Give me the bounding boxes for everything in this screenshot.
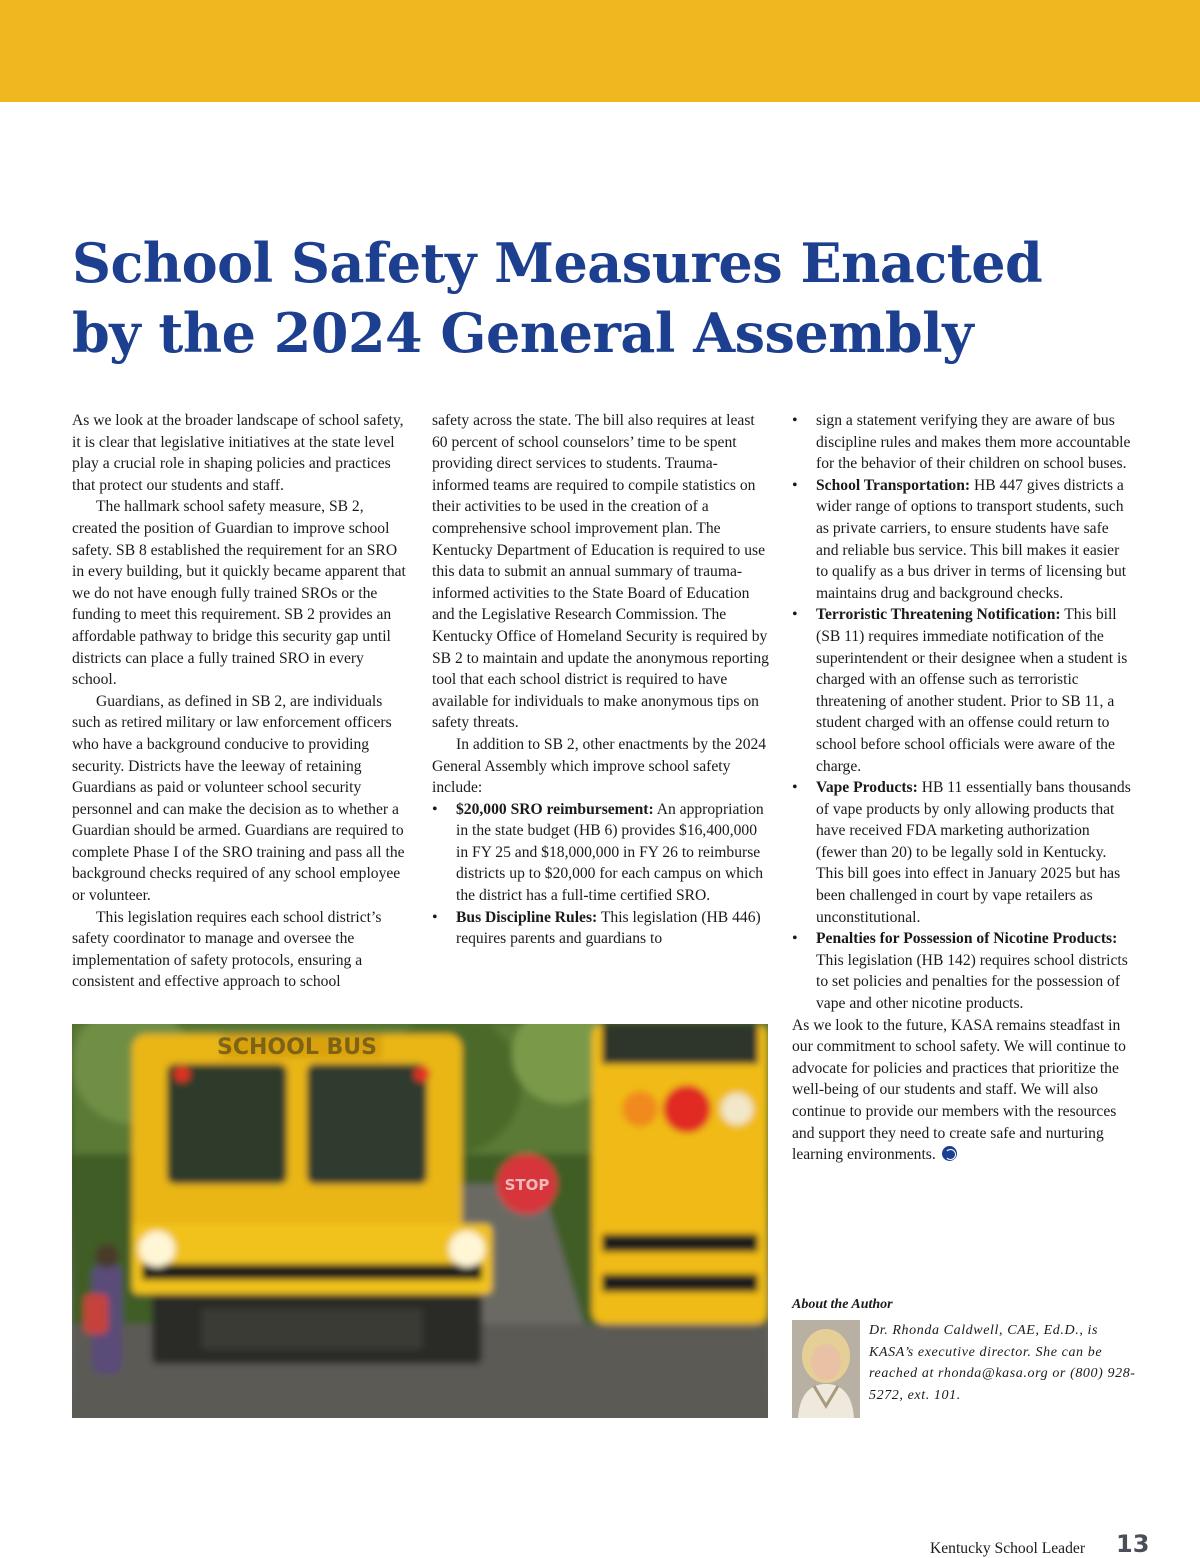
- list-item-text: This bill (SB 11) requires immediate notification of the superintendent or their designee when a student is charged with an offense such as terroristic threatening of another student. Prior to SB 11, a student charged with an offense could return to school before school officials were aware of the charge.: [816, 606, 1128, 775]
- school-bus-illustration: [72, 1024, 768, 1418]
- column-2: [432, 410, 770, 950]
- paragraph: In addition to SB 2, other enactments by the 2024 General Assembly which improve school safety include:: [432, 735, 767, 797]
- list-item-lead: Bus Discipline Rules:: [456, 908, 598, 926]
- closing-paragraph: [792, 1015, 1132, 1166]
- column-3: [792, 410, 1132, 1166]
- list-item-continuation: [792, 410, 1132, 475]
- list-item-lead: $20,000 SRO reimbursement:: [456, 800, 654, 818]
- page-number: 13: [1116, 1530, 1150, 1558]
- author-portrait-illustration: [792, 1320, 860, 1418]
- list-item-text: HB 447 gives districts a wider range of options to transport students, such as private carriers, to ensure students have safe and reliable bus service. This bill makes it easier to qualify as a bus driver in terms of licensing but maintains drug and background checks.: [816, 476, 1127, 602]
- publication-name: Kentucky School Leader: [930, 1540, 1086, 1557]
- list-item: [792, 475, 1132, 605]
- list-item-text: An appropriation in the state budget (HB 6) provides $16,400,000 in FY 25 and $18,000,000 in FY 26 to reimburse districts up to $20,000 for each campus on which the district has a full-time certified SRO.: [456, 800, 764, 905]
- list-item: [792, 777, 1132, 928]
- stop-sign-text: STOP: [504, 1176, 550, 1194]
- list-item: [792, 928, 1132, 1014]
- top-color-band: [0, 0, 1200, 102]
- paragraph: The hallmark school safety measure, SB 2, created the position of Guardian to improve school safety. SB 8 established the requirement for an SRO in every building, but it quickly became apparent that we do not have enough fully trained SROs or the funding to meet this requirement. SB 2 provides an affordable pathway to bridge this security gap until districts can place a fully trained SRO in every school.: [72, 498, 406, 689]
- list-item-lead: Penalties for Possession of Nicotine Products:: [816, 930, 1118, 948]
- column-1: [72, 410, 412, 993]
- article-headline: [72, 228, 1132, 368]
- paragraph: This legislation requires each school district’s safety coordinator to manage and oversee the implementation of safety protocols, ensuring a consistent and effective approach to school: [72, 908, 382, 991]
- list-item: [432, 907, 770, 950]
- list-item-lead: Terroristic Threatening Notification:: [816, 606, 1061, 624]
- end-of-article-icon: [942, 1146, 957, 1161]
- enactments-list: [432, 799, 770, 950]
- enactments-list-continued: [792, 410, 1132, 1015]
- closing-text: As we look to the future, KASA remains steadfast in our commitment to school safety. We will continue to advocate for policies and practices that prioritize the well-being of our students and staff. We will also continue to provide our members with the resources and support they need to create safe and nurturing learning environments.: [792, 1016, 1126, 1164]
- paragraph: safety across the state. The bill also requires at least 60 percent of school counselors’ time to be spent providing direct services to students. Trauma-informed teams are required to compile statistics on their activities to be used in the creation of a comprehensive school improvement plan. The Kentucky Department of Education is required to use this data to submit an annual summary of trauma-informed activities to the State Board of Education and the Legislative Research Commission. The Kentucky Office of Homeland Security is required by SB 2 to maintain and update the anonymous reporting tool that each school district is required to have available for individuals to make anonymous tips on safety threats.: [432, 412, 769, 732]
- headline-line-1: School Safety Measures Enacted: [72, 231, 1043, 295]
- list-item-lead: School Transportation:: [816, 476, 971, 494]
- author-bio: Dr. Rhonda Caldwell, CAE, Ed.D., is KASA’s executive director. She can be reached at rhonda@kasa.org or (800) 928-5272, ext. 101.: [869, 1323, 1136, 1403]
- list-item: [792, 604, 1132, 777]
- about-author-heading: About the Author: [792, 1297, 893, 1312]
- school-bus-photo: [72, 1024, 768, 1418]
- author-portrait: [792, 1320, 860, 1418]
- list-item-lead: Vape Products:: [816, 779, 918, 797]
- headline-line-2: by the 2024 General Assembly: [72, 301, 974, 365]
- list-item-text: sign a statement verifying they are aware of bus discipline rules and makes them more accountable for the behavior of their children on school buses.: [816, 412, 1131, 473]
- list-item-text: This legislation (HB 446) requires parents and guardians to: [456, 908, 761, 948]
- bus-sign-text: SCHOOL BUS: [217, 1035, 377, 1060]
- list-item-text: This legislation (HB 142) requires school districts to set policies and penalties for the possession of vape and other nicotine products.: [816, 951, 1128, 1013]
- paragraph: As we look at the broader landscape of school safety, it is clear that legislative initiatives at the state level play a crucial role in shaping policies and practices that protect our students and staff.: [72, 412, 404, 494]
- list-item: [432, 799, 770, 907]
- paragraph: Guardians, as defined in SB 2, are individuals such as retired military or law enforcement officers who have a background conducive to providing security. Districts have the leeway of retaining Guardians as paid or volunteer school security personnel and can make the decision as to whether a Guardian should be armed. Guardians are required to complete Phase I of the SRO training and pass all the background checks required of any school employee or volunteer.: [72, 692, 405, 905]
- list-item-text: HB 11 essentially bans thousands of vape products by only allowing products that have received FDA marketing authorization (fewer than 20) to be legally sold in Kentucky. This bill goes into effect in January 2025 but has been challenged in court by vape retailers as unconstitutional.: [816, 779, 1131, 926]
